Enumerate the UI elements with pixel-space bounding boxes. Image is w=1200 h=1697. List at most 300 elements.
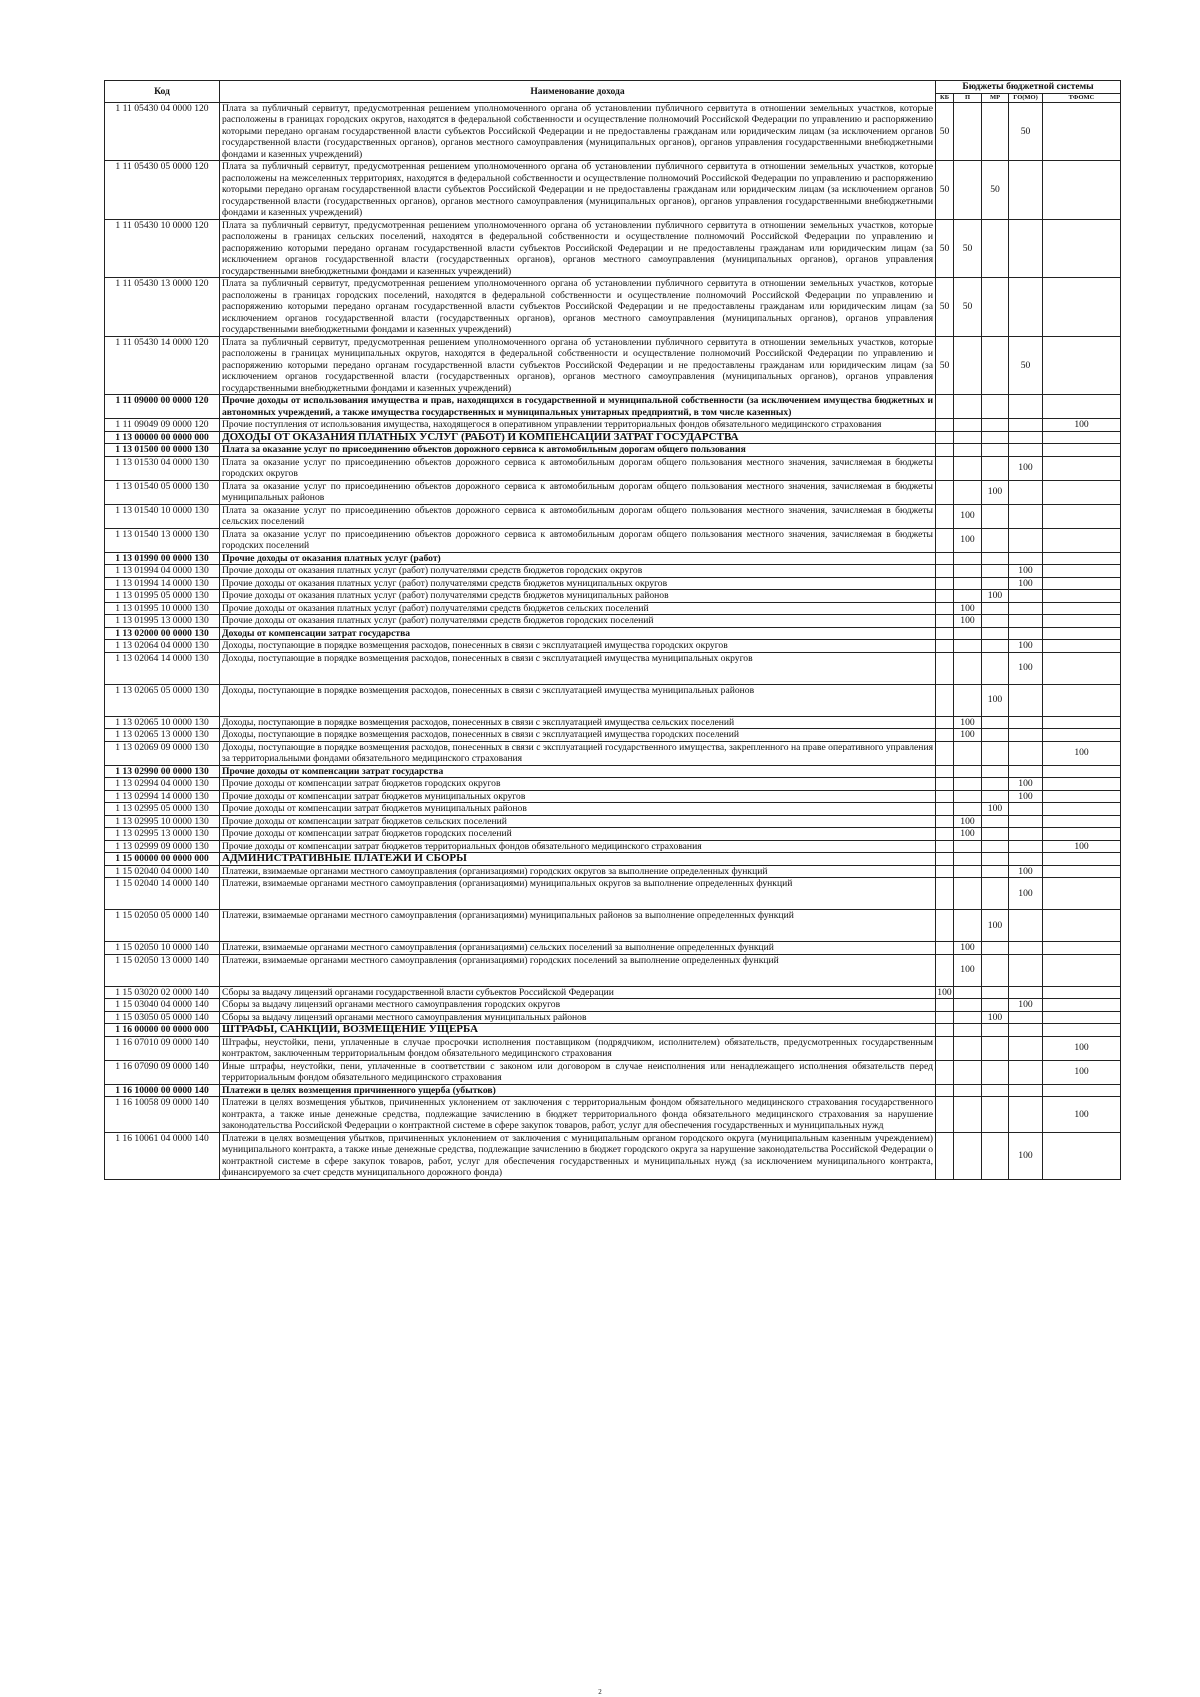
row-code: 1 11 09000 00 0000 120 [105, 395, 220, 419]
row-code: 1 13 01994 04 0000 130 [105, 565, 220, 578]
row-value-p [954, 910, 982, 942]
row-value-go [1009, 528, 1043, 552]
row-value-go [1009, 840, 1043, 853]
row-value-kb [936, 590, 954, 603]
row-value-tfoms [1043, 565, 1121, 578]
row-value-tfoms [1043, 716, 1121, 729]
row-code: 1 13 02065 13 0000 130 [105, 729, 220, 742]
row-value-p [954, 1132, 982, 1179]
row-value-p: 100 [954, 828, 982, 841]
row-name: Платежи, взимаемые органами местного самоуправления (организациями) городских округов за выполнение определенных функций [220, 865, 936, 878]
row-value-p [954, 1011, 982, 1024]
row-name: Платежи, взимаемые органами местного самоуправления (организациями) муниципальных районов за выполнение определенных функций [220, 910, 936, 942]
row-value-go [1009, 910, 1043, 942]
row-value-tfoms [1043, 765, 1121, 778]
row-value-p [954, 419, 982, 432]
row-value-kb [936, 765, 954, 778]
row-value-p [954, 577, 982, 590]
table-row [105, 853, 1121, 866]
row-value-kb [936, 778, 954, 791]
row-name: Плата за оказание услуг по присоединению объектов дорожного сервиса к автомобильным дорогам общего пользования [220, 444, 936, 457]
table-row [105, 615, 1121, 628]
row-value-tfoms [1043, 729, 1121, 742]
row-value-go [1009, 1097, 1043, 1133]
row-value-tfoms [1043, 336, 1121, 395]
row-name: Прочие доходы от компенсации затрат бюджетов муниципальных округов [220, 790, 936, 803]
row-name: ШТРАФЫ, САНКЦИИ, ВОЗМЕЩЕНИЕ УЩЕРБА [220, 1024, 936, 1037]
row-value-p: 100 [954, 954, 982, 986]
row-value-tfoms [1043, 480, 1121, 504]
row-value-tfoms: 100 [1043, 840, 1121, 853]
row-value-p [954, 865, 982, 878]
row-name: Платежи в целях возмещения убытков, причиненных уклонением от заключения с муниципальным органом городского округа (муниципальным казенным учреждением) муниципального контракта, а также иные денежные средства, подлежащие зачислению в бюджет городского округа за нарушение законодательства Российской Федерации о контрактной системе в сфере закупок товаров, работ, услуг для обеспечения государственных и муниципальных нужд (за исключением муниципального контракта, финансируемого за счет средств муниципального дорожного фонда) [220, 1132, 936, 1179]
row-value-p: 100 [954, 602, 982, 615]
row-code: 1 13 01995 05 0000 130 [105, 590, 220, 603]
row-value-mr: 100 [982, 684, 1009, 716]
row-value-mr [982, 1060, 1009, 1084]
row-value-mr: 100 [982, 480, 1009, 504]
row-name: Иные штрафы, неустойки, пени, уплаченные в соответствии с законом или договором в случае неисполнения или ненадлежащего исполнения обязательств перед территориальным фондом обязательного медицинского страхования [220, 1060, 936, 1084]
row-value-p: 100 [954, 942, 982, 955]
row-value-tfoms [1043, 552, 1121, 565]
row-code: 1 13 01995 10 0000 130 [105, 602, 220, 615]
row-value-mr [982, 778, 1009, 791]
row-value-mr: 100 [982, 910, 1009, 942]
table-body [105, 102, 1121, 1179]
row-name: Прочие поступления от использования имущества, находящегося в оперативном управлении территориальных фондов обязательного медицинского страхования [220, 419, 936, 432]
table-row [105, 565, 1121, 578]
row-value-kb [936, 395, 954, 419]
document-page [104, 80, 1120, 1180]
table-row [105, 590, 1121, 603]
row-value-go [1009, 684, 1043, 716]
row-value-go: 100 [1009, 790, 1043, 803]
row-value-p: 100 [954, 615, 982, 628]
row-name: Доходы от компенсации затрат государства [220, 627, 936, 640]
row-value-p [954, 565, 982, 578]
row-value-p [954, 395, 982, 419]
row-value-kb [936, 1084, 954, 1097]
row-value-go: 100 [1009, 456, 1043, 480]
row-code: 1 16 07090 09 0000 140 [105, 1060, 220, 1084]
row-value-kb: 50 [936, 161, 954, 220]
row-value-go [1009, 1036, 1043, 1060]
row-value-go: 100 [1009, 640, 1043, 653]
row-value-mr [982, 444, 1009, 457]
header-col-go: ГО(МО) [1009, 93, 1043, 102]
row-name: Прочие доходы от компенсации затрат бюджетов муниципальных районов [220, 803, 936, 816]
row-value-mr [982, 1084, 1009, 1097]
table-row [105, 865, 1121, 878]
row-value-tfoms: 100 [1043, 1036, 1121, 1060]
header-col-tfoms: ТФОМС [1043, 93, 1121, 102]
row-name: Сборы за выдачу лицензий органами местного самоуправления муниципальных районов [220, 1011, 936, 1024]
row-value-mr: 100 [982, 1011, 1009, 1024]
row-value-p: 100 [954, 716, 982, 729]
row-name: Платежи, взимаемые органами местного самоуправления (организациями) сельских поселений за выполнение определенных функций [220, 942, 936, 955]
row-value-kb [936, 1036, 954, 1060]
table-row [105, 336, 1121, 395]
row-value-go [1009, 590, 1043, 603]
row-value-tfoms [1043, 444, 1121, 457]
row-code: 1 16 00000 00 0000 000 [105, 1024, 220, 1037]
row-value-kb [936, 729, 954, 742]
row-value-kb [936, 528, 954, 552]
row-code: 1 15 02050 13 0000 140 [105, 954, 220, 986]
row-name: Прочие доходы от оказания платных услуг (работ) получателями средств бюджетов городских округов [220, 565, 936, 578]
table-row [105, 954, 1121, 986]
row-value-p [954, 590, 982, 603]
row-value-tfoms [1043, 684, 1121, 716]
row-name: Платежи в целях возмещения причиненного ущерба (убытков) [220, 1084, 936, 1097]
table-row [105, 480, 1121, 504]
row-value-go [1009, 602, 1043, 615]
table-row [105, 528, 1121, 552]
table-row [105, 741, 1121, 765]
row-code: 1 16 10058 09 0000 140 [105, 1097, 220, 1133]
row-value-kb [936, 828, 954, 841]
row-value-go: 100 [1009, 999, 1043, 1012]
header-col-kb: КБ [936, 93, 954, 102]
row-value-kb [936, 615, 954, 628]
header-col-mr: МР [982, 93, 1009, 102]
row-value-kb [936, 1024, 954, 1037]
row-code: 1 13 02994 14 0000 130 [105, 790, 220, 803]
row-code: 1 11 05430 10 0000 120 [105, 219, 220, 278]
row-code: 1 13 01530 04 0000 130 [105, 456, 220, 480]
row-code: 1 13 01994 14 0000 130 [105, 577, 220, 590]
table-row [105, 577, 1121, 590]
row-value-tfoms [1043, 102, 1121, 161]
row-value-p [954, 790, 982, 803]
header-budgets: Бюджеты бюджетной системы [936, 81, 1121, 94]
row-value-p [954, 161, 982, 220]
row-value-tfoms [1043, 815, 1121, 828]
row-value-mr: 100 [982, 590, 1009, 603]
row-value-tfoms [1043, 528, 1121, 552]
row-value-mr [982, 790, 1009, 803]
row-code: 1 13 01500 00 0000 130 [105, 444, 220, 457]
row-value-mr [982, 278, 1009, 337]
row-value-go: 50 [1009, 336, 1043, 395]
row-name: Плата за публичный сервитут, предусмотренная решением уполномоченного органа об установлении публичного сервитута в отношении земельных участков, которые расположены в границах сельских поселений, находятся в федеральной собственности и осуществление полномочий Российской Федерации по управлению и распоряжению которыми передано органам государственной власти субъектов Российской Федерации и не предоставлены гражданам или юридическим лицам (за исключением органов государственной власти (государственных органов), органов местного самоуправления (муниципальных органов), органов управления государственными внебюджетными фондами и казенных учреждений) [220, 219, 936, 278]
row-value-mr [982, 577, 1009, 590]
row-value-p [954, 684, 982, 716]
row-value-mr [982, 419, 1009, 432]
row-code: 1 15 03020 02 0000 140 [105, 986, 220, 999]
row-value-tfoms [1043, 1024, 1121, 1037]
row-value-go [1009, 278, 1043, 337]
row-value-p [954, 1036, 982, 1060]
table-row [105, 640, 1121, 653]
row-value-tfoms [1043, 640, 1121, 653]
row-code: 1 15 02040 04 0000 140 [105, 865, 220, 878]
row-value-mr [982, 1097, 1009, 1133]
row-code: 1 11 05430 14 0000 120 [105, 336, 220, 395]
row-value-kb [936, 741, 954, 765]
table-row [105, 419, 1121, 432]
row-code: 1 13 01540 10 0000 130 [105, 504, 220, 528]
row-value-tfoms [1043, 1011, 1121, 1024]
table-row [105, 1024, 1121, 1037]
row-value-kb [936, 865, 954, 878]
row-value-tfoms [1043, 803, 1121, 816]
row-name: Прочие доходы от компенсации затрат государства [220, 765, 936, 778]
table-row [105, 942, 1121, 955]
table-row [105, 828, 1121, 841]
row-value-go: 100 [1009, 878, 1043, 910]
row-value-kb [936, 910, 954, 942]
row-value-p [954, 1084, 982, 1097]
row-name: Плата за публичный сервитут, предусмотренная решением уполномоченного органа об установлении публичного сервитута в отношении земельных участков, которые расположены в границах городских поселений, находятся в федеральной собственности и осуществление полномочий Российской Федерации по управлению и распоряжению которыми передано органам государственной власти субъектов Российской Федерации и не предоставлены гражданам или юридическим лицам (за исключением органов государственной власти (государственных органов), органов местного самоуправления (муниципальных органов), органов управления государственными внебюджетными фондами и казенных учреждений) [220, 278, 936, 337]
row-value-tfoms [1043, 986, 1121, 999]
row-value-kb [936, 1097, 954, 1133]
row-code: 1 15 03040 04 0000 140 [105, 999, 220, 1012]
row-value-mr [982, 627, 1009, 640]
row-value-kb [936, 878, 954, 910]
table-row [105, 878, 1121, 910]
row-code: 1 13 01540 13 0000 130 [105, 528, 220, 552]
row-name: Плата за оказание услуг по присоединению объектов дорожного сервиса к автомобильным дорогам общего пользования местного значения, зачисляемая в бюджеты городских поселений [220, 528, 936, 552]
row-value-kb [936, 853, 954, 866]
row-value-kb [936, 627, 954, 640]
row-value-tfoms [1043, 954, 1121, 986]
row-value-kb [936, 815, 954, 828]
row-value-tfoms [1043, 790, 1121, 803]
row-value-mr [982, 528, 1009, 552]
row-value-tfoms: 100 [1043, 1097, 1121, 1133]
row-value-tfoms [1043, 1084, 1121, 1097]
row-value-p [954, 652, 982, 684]
row-value-mr [982, 954, 1009, 986]
table-row [105, 716, 1121, 729]
row-value-kb [936, 1060, 954, 1084]
row-code: 1 13 02069 09 0000 130 [105, 741, 220, 765]
row-value-kb [936, 431, 954, 444]
row-value-p [954, 741, 982, 765]
table-row [105, 1132, 1121, 1179]
row-name: Штрафы, неустойки, пени, уплаченные в случае просрочки исполнения поставщиком (подрядчиком, исполнителем) обязательств, предусмотренных государственным контрактом, заключенным территориальным фондом обязательного медицинского страхования [220, 1036, 936, 1060]
row-name: Платежи, взимаемые органами местного самоуправления (организациями) муниципальных округов за выполнение определенных функций [220, 878, 936, 910]
row-code: 1 13 02064 14 0000 130 [105, 652, 220, 684]
row-code: 1 11 09049 09 0000 120 [105, 419, 220, 432]
row-value-kb [936, 840, 954, 853]
row-value-kb: 100 [937, 986, 952, 998]
row-name: Доходы, поступающие в порядке возмещения расходов, понесенных в связи с эксплуатацией имущества муниципальных районов [220, 684, 936, 716]
row-code: 1 16 10061 04 0000 140 [105, 1132, 220, 1179]
row-value-go [1009, 942, 1043, 955]
row-value-kb: 50 [936, 278, 954, 337]
row-value-tfoms [1043, 942, 1121, 955]
row-code: 1 13 02990 00 0000 130 [105, 765, 220, 778]
row-name: АДМИНИСТРАТИВНЫЕ ПЛАТЕЖИ И СБОРЫ [220, 853, 936, 866]
row-name: ДОХОДЫ ОТ ОКАЗАНИЯ ПЛАТНЫХ УСЛУГ (РАБОТ) И КОМПЕНСАЦИИ ЗАТРАТ ГОСУДАРСТВА [220, 431, 936, 444]
row-value-kb [936, 652, 954, 684]
row-value-go [1009, 219, 1043, 278]
row-value-mr: 50 [982, 161, 1009, 220]
row-value-mr [982, 336, 1009, 395]
header-col-p: П [954, 93, 982, 102]
row-value-go [1009, 1011, 1043, 1024]
row-value-kb [936, 954, 954, 986]
row-name: Доходы, поступающие в порядке возмещения расходов, понесенных в связи с эксплуатацией имущества сельских поселений [220, 716, 936, 729]
table-row [105, 778, 1121, 791]
row-code: 1 15 03050 05 0000 140 [105, 1011, 220, 1024]
revenue-table [104, 80, 1121, 1180]
row-value-tfoms [1043, 219, 1121, 278]
row-name: Плата за оказание услуг по присоединению объектов дорожного сервиса к автомобильным дорогам общего пользования местного значения, зачисляемая в бюджеты городских округов [220, 456, 936, 480]
table-row [105, 999, 1121, 1012]
row-value-mr [982, 999, 1009, 1012]
row-value-tfoms [1043, 999, 1121, 1012]
row-value-mr [982, 716, 1009, 729]
row-value-go [1009, 815, 1043, 828]
row-name: Прочие доходы от компенсации затрат бюджетов городских округов [220, 778, 936, 791]
row-value-go [1009, 1060, 1043, 1084]
table-row [105, 552, 1121, 565]
row-value-mr [982, 431, 1009, 444]
row-value-p [954, 853, 982, 866]
table-row [105, 840, 1121, 853]
row-value-p [954, 778, 982, 791]
page-number: 2 [598, 1688, 602, 1696]
row-name: Прочие доходы от оказания платных услуг (работ) [220, 552, 936, 565]
row-value-go [1009, 1024, 1043, 1037]
row-value-go [1009, 853, 1043, 866]
row-value-mr [982, 741, 1009, 765]
row-value-p [954, 765, 982, 778]
row-value-go [1009, 504, 1043, 528]
row-value-tfoms: 100 [1043, 741, 1121, 765]
row-value-tfoms: 100 [1043, 1060, 1121, 1084]
row-value-tfoms [1043, 828, 1121, 841]
table-row [105, 986, 1121, 999]
row-value-mr [982, 602, 1009, 615]
row-name: Плата за оказание услуг по присоединению объектов дорожного сервиса к автомобильным дорогам общего пользования местного значения, зачисляемая в бюджеты муниципальных районов [220, 480, 936, 504]
table-row [105, 684, 1121, 716]
row-value-mr [982, 565, 1009, 578]
row-code: 1 15 00000 00 0000 000 [105, 853, 220, 866]
row-value-p: 50 [954, 278, 982, 337]
table-row [105, 444, 1121, 457]
row-value-p [954, 1097, 982, 1133]
row-value-mr [982, 615, 1009, 628]
row-code: 1 11 05430 13 0000 120 [105, 278, 220, 337]
row-value-mr [982, 1036, 1009, 1060]
row-value-p: 50 [954, 219, 982, 278]
row-value-kb [936, 942, 954, 955]
row-name: Прочие доходы от использования имущества и прав, находящихся в государственной и муниципальной собственности (за исключением имущества бюджетных и автономных учреждений, а также имущества государственных и муниципальных унитарных предприятий, в том числе казенных) [220, 395, 936, 419]
row-value-kb [936, 803, 954, 816]
row-value-p [954, 840, 982, 853]
table-row [105, 652, 1121, 684]
row-value-tfoms [1043, 853, 1121, 866]
row-value-tfoms [1043, 615, 1121, 628]
row-value-p [954, 640, 982, 653]
row-value-p [954, 552, 982, 565]
row-value-tfoms [1043, 431, 1121, 444]
header-code: Код [105, 81, 220, 103]
row-value-go [1009, 741, 1043, 765]
row-value-mr [982, 840, 1009, 853]
row-value-tfoms [1043, 1132, 1121, 1179]
row-value-tfoms [1043, 865, 1121, 878]
row-name: Плата за публичный сервитут, предусмотренная решением уполномоченного органа об установлении публичного сервитута в отношении земельных участков, которые расположены на межселенных территориях, находятся в федеральной собственности и осуществление полномочий Российской Федерации по управлению и распоряжению которыми передано органам государственной власти субъектов Российской Федерации и не предоставлены гражданам или юридическим лицам (за исключением органов государственной власти (государственных органов), органов местного самоуправления (муниципальных органов), органов управления государственными внебюджетными фондами и казенных учреждений) [220, 161, 936, 220]
row-value-tfoms [1043, 577, 1121, 590]
table-row [105, 161, 1121, 220]
row-value-kb [936, 444, 954, 457]
row-value-mr [982, 652, 1009, 684]
table-row [105, 395, 1121, 419]
row-code: 1 11 05430 04 0000 120 [105, 102, 220, 161]
row-value-kb: 50 [936, 219, 954, 278]
table-row [105, 102, 1121, 161]
row-code: 1 13 01995 13 0000 130 [105, 615, 220, 628]
row-value-mr [982, 765, 1009, 778]
row-value-go: 50 [1009, 102, 1043, 161]
row-name: Доходы, поступающие в порядке возмещения расходов, понесенных в связи с эксплуатацией имущества муниципальных округов [220, 652, 936, 684]
table-row [105, 1084, 1121, 1097]
table-row [105, 1097, 1121, 1133]
row-value-go [1009, 803, 1043, 816]
row-value-kb [936, 640, 954, 653]
row-value-kb [936, 1011, 954, 1024]
row-value-kb [936, 577, 954, 590]
row-value-mr [982, 456, 1009, 480]
row-name: Прочие доходы от компенсации затрат бюджетов территориальных фондов обязательного медицинского страхования [220, 840, 936, 853]
row-value-tfoms [1043, 456, 1121, 480]
table-row [105, 910, 1121, 942]
row-value-mr [982, 1024, 1009, 1037]
row-value-go [1009, 419, 1043, 432]
row-value-mr [982, 395, 1009, 419]
row-code: 1 15 02050 10 0000 140 [105, 942, 220, 955]
row-value-tfoms [1043, 278, 1121, 337]
table-row [105, 1036, 1121, 1060]
row-name: Прочие доходы от компенсации затрат бюджетов сельских поселений [220, 815, 936, 828]
table-row [105, 765, 1121, 778]
row-value-p [954, 986, 982, 999]
row-value-p: 100 [954, 504, 982, 528]
row-value-mr [982, 504, 1009, 528]
row-value-go [1009, 627, 1043, 640]
row-value-p [954, 431, 982, 444]
row-value-kb [936, 419, 954, 432]
row-value-mr [982, 815, 1009, 828]
row-code: 1 16 10000 00 0000 140 [105, 1084, 220, 1097]
row-value-go: 100 [1009, 778, 1043, 791]
row-value-tfoms [1043, 627, 1121, 640]
row-value-tfoms: 100 [1043, 419, 1121, 432]
row-code: 1 13 02000 00 0000 130 [105, 627, 220, 640]
row-value-kb [936, 790, 954, 803]
table-row [105, 431, 1121, 444]
row-value-p [954, 627, 982, 640]
row-value-go [1009, 615, 1043, 628]
row-code: 1 13 02995 10 0000 130 [105, 815, 220, 828]
row-name: Платежи, взимаемые органами местного самоуправления (организациями) городских поселений за выполнение определенных функций [220, 954, 936, 986]
row-name: Прочие доходы от оказания платных услуг (работ) получателями средств бюджетов городских поселений [220, 615, 936, 628]
row-value-mr: 100 [982, 803, 1009, 816]
row-value-tfoms [1043, 161, 1121, 220]
row-value-p [954, 1024, 982, 1037]
row-value-go [1009, 716, 1043, 729]
row-value-mr [982, 219, 1009, 278]
row-code: 1 13 01990 00 0000 130 [105, 552, 220, 565]
row-value-mr [982, 942, 1009, 955]
table-row [105, 803, 1121, 816]
row-value-p: 100 [954, 528, 982, 552]
